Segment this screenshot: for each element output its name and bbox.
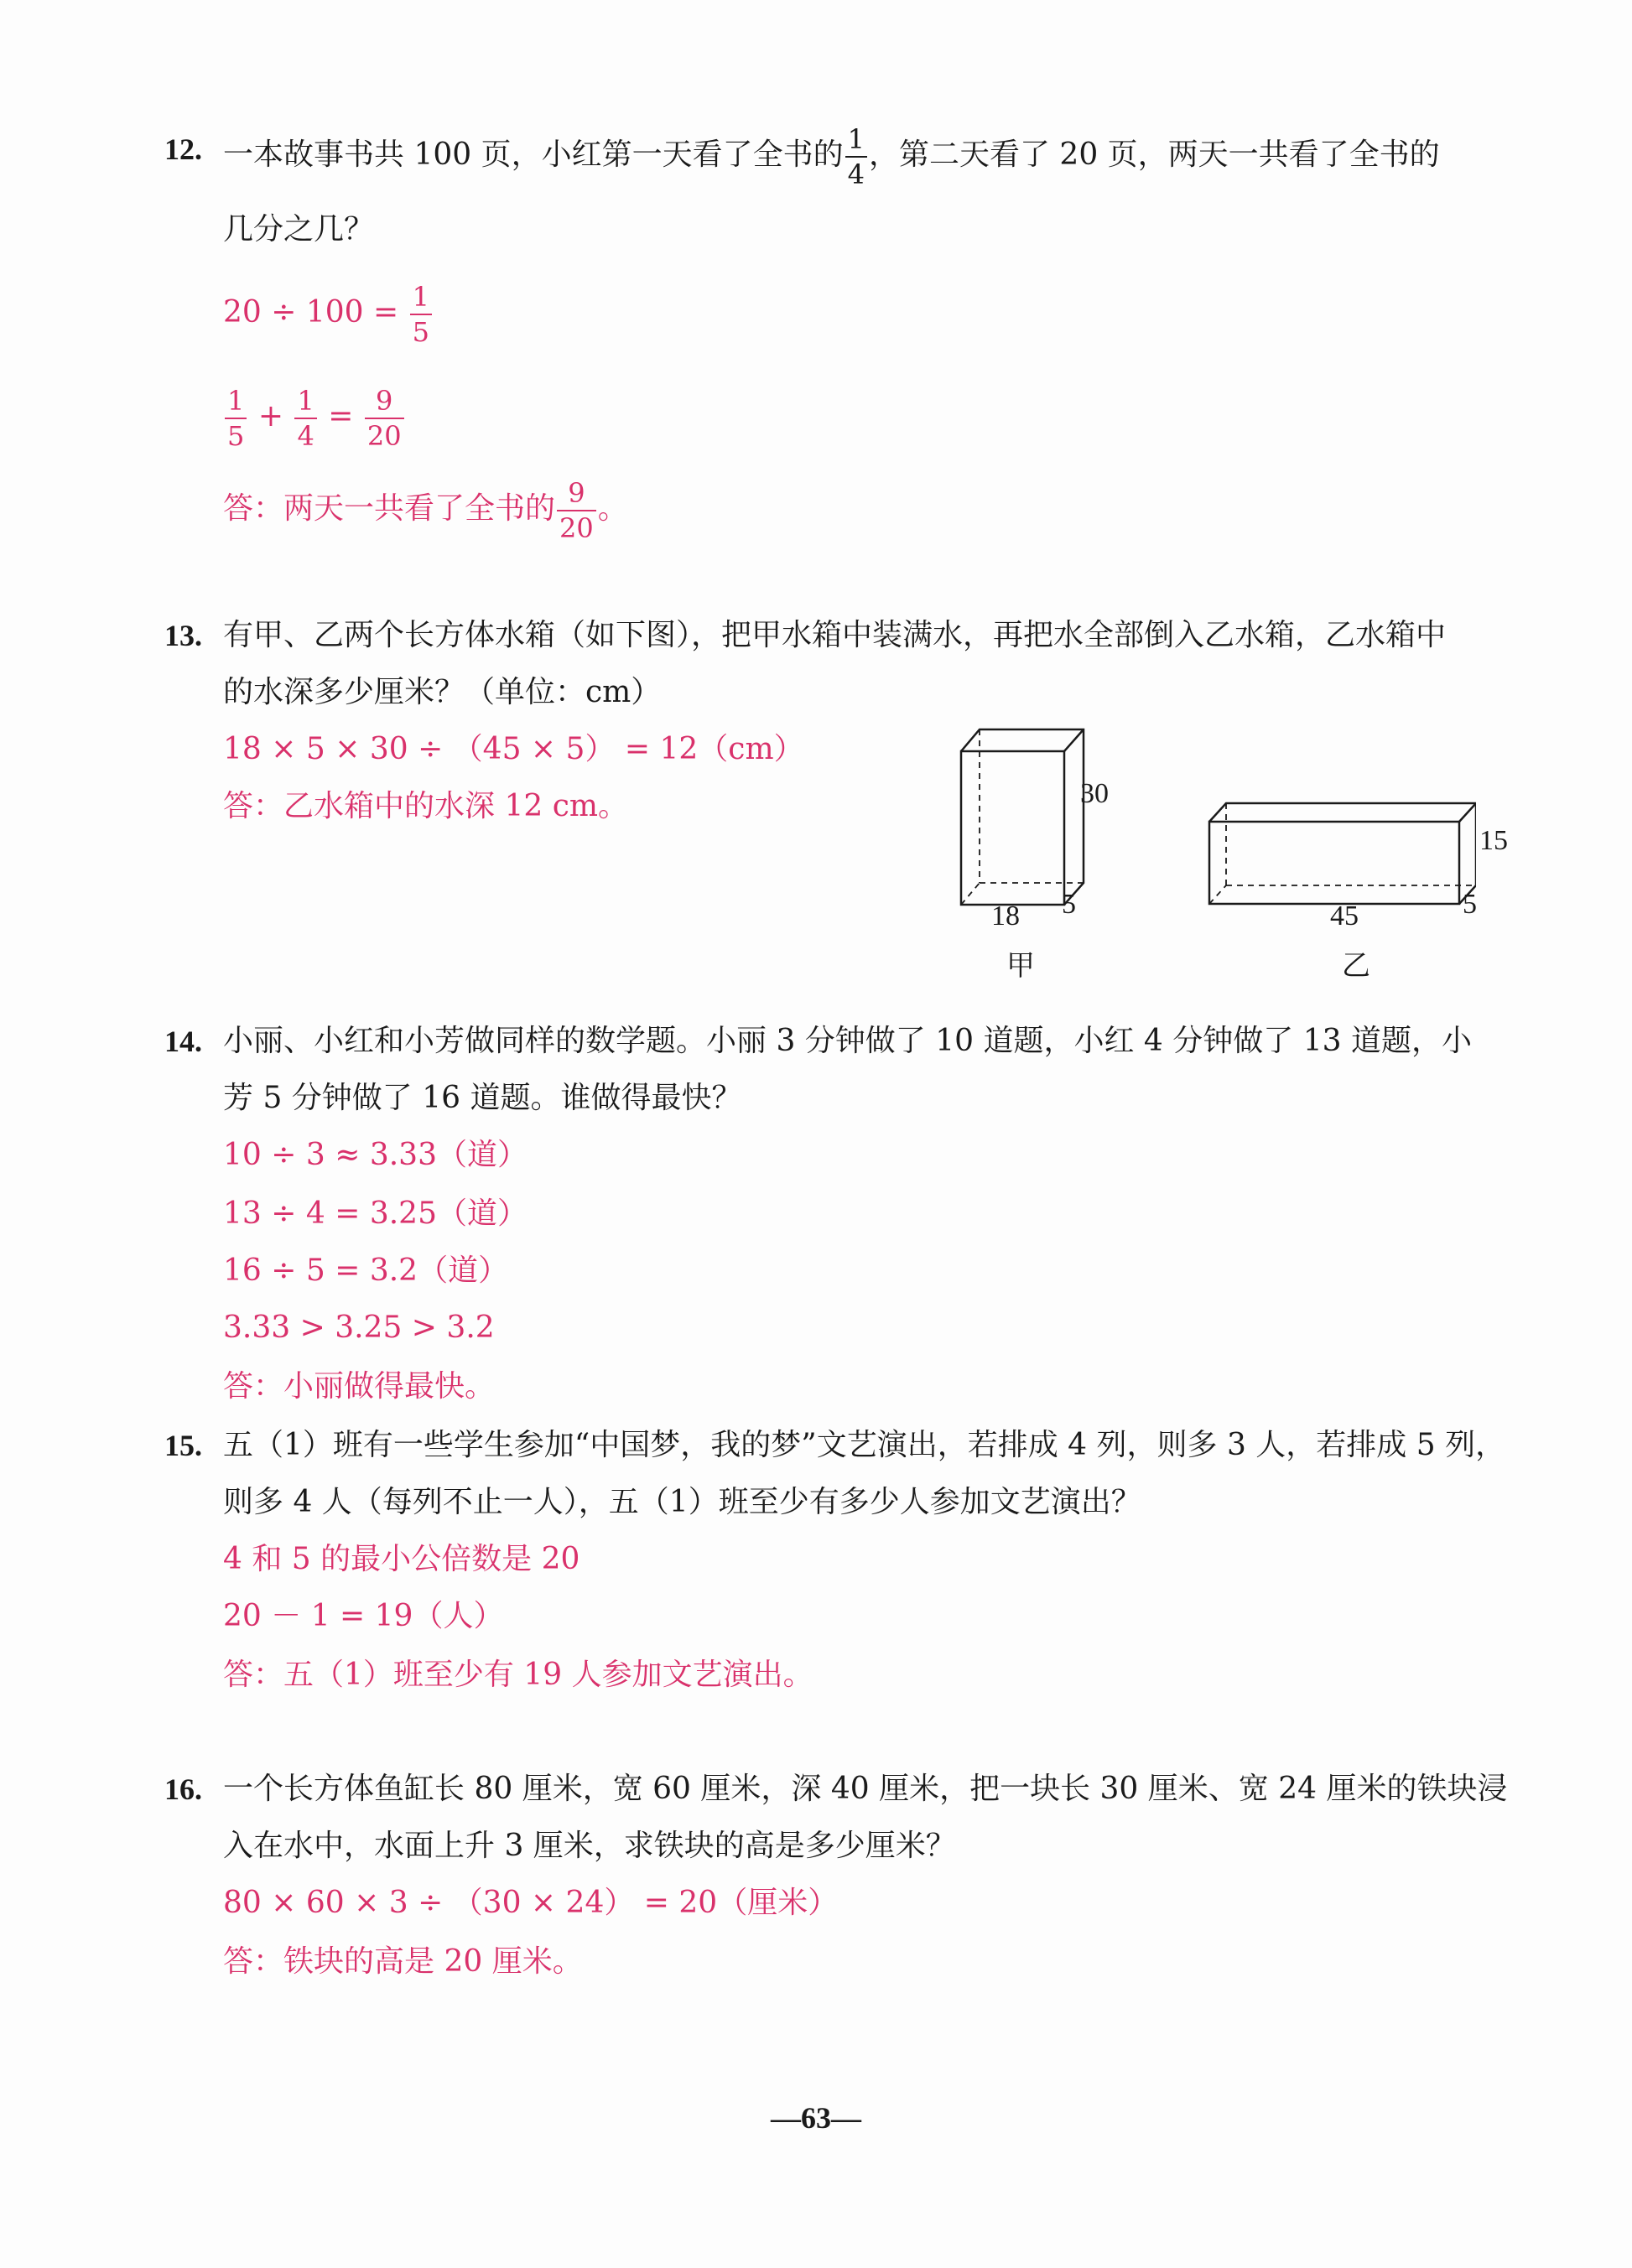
question-text-line: 五（1）班有一些学生参加“中国梦，我的梦”文艺演出，若排成 4 列，则多 3 人，若排成 5 列， <box>223 1428 1506 1462</box>
answer-line <box>223 385 406 452</box>
question-text-line: 芳 5 分钟做了 16 道题。谁做得最快？ <box>223 1081 742 1115</box>
question-text: ，第二天看了 20 页，两天一共看了全书的 <box>868 138 1440 172</box>
box-b-height-label: 15 <box>1479 825 1508 856</box>
question-text-line: 一个长方体鱼缸长 80 厘米，宽 60 厘米，深 40 厘米，把一块长 30 厘米、宽 24 厘米的铁块浸 <box>223 1772 1508 1806</box>
answer-line <box>223 477 628 544</box>
box-a-width-label: 5 <box>1062 889 1076 920</box>
denominator: 4 <box>847 158 865 190</box>
box-figure-a <box>948 721 1107 914</box>
fraction <box>365 385 404 452</box>
answer-line: 20 － 1 = 19（人） <box>223 1599 504 1633</box>
question-number: 15. <box>164 1429 202 1462</box>
numerator: 1 <box>845 126 867 158</box>
denominator: 5 <box>227 420 245 452</box>
denominator: 20 <box>366 420 402 452</box>
denominator: 5 <box>412 316 429 348</box>
question-text-line: 则多 4 人（每列不止一人），五（1）班至少有多少人参加文艺演出？ <box>223 1485 1141 1519</box>
question-text-line: 入在水中，水面上升 3 厘米，求铁块的高是多少厘米？ <box>223 1829 956 1863</box>
box-a-height-label: 30 <box>1080 778 1109 809</box>
fraction <box>410 281 432 348</box>
numerator: 1 <box>410 283 432 315</box>
answer-line: 3.33 > 3.25 > 3.2 <box>223 1310 495 1345</box>
equals-sign: = <box>328 399 354 433</box>
denominator: 20 <box>559 512 594 544</box>
denominator: 4 <box>297 420 314 452</box>
box-front-face <box>1209 822 1459 904</box>
question-text: 一本故事书共 100 页，小红第一天看了全书的 <box>223 138 844 172</box>
fraction <box>557 477 596 544</box>
box-b-length-label: 45 <box>1330 900 1359 932</box>
question-text-line <box>223 123 1440 190</box>
box-b-width-label: 5 <box>1463 889 1477 920</box>
answer-line: 10 ÷ 3 ≈ 3.33（道） <box>223 1138 528 1172</box>
answer-line: 13 ÷ 4 = 3.25（道） <box>223 1196 528 1231</box>
answer-line: 18 × 5 × 30 ÷ （45 × 5） = 12（cm） <box>223 732 804 766</box>
answer-line: 16 ÷ 5 = 3.2（道） <box>223 1253 509 1288</box>
page-number: —63— <box>771 2101 861 2135</box>
box-a-length-label: 18 <box>991 900 1020 932</box>
question-text-line: 有甲、乙两个长方体水箱（如下图），把甲水箱中装满水，再把水全部倒入乙水箱，乙水箱中 <box>223 618 1447 652</box>
question-text-line: 小丽、小红和小芳做同样的数学题。小丽 3 分钟做了 10 道题，小红 4 分钟做了 13 道题，小 <box>223 1024 1472 1058</box>
answer-line: 答：五（1）班至少有 19 人参加文艺演出。 <box>223 1658 813 1692</box>
question-number: 12. <box>164 132 202 166</box>
numerator: 9 <box>365 387 404 419</box>
box-a-name-label: 甲 <box>1006 951 1035 982</box>
box-back-edges <box>1209 803 1476 904</box>
fraction <box>294 385 316 452</box>
fraction <box>225 385 247 452</box>
box-front-face <box>961 751 1064 905</box>
box-edge <box>1064 729 1084 751</box>
numerator: 1 <box>294 387 316 419</box>
question-number: 13. <box>164 619 202 652</box>
box-b-name-label: 乙 <box>1342 951 1370 982</box>
answer-text: 答：两天一共看了全书的 <box>223 491 556 526</box>
box-edge <box>1459 803 1476 822</box>
numerator: 9 <box>557 480 596 511</box>
box-figure-b <box>1199 797 1476 914</box>
answer-text: 。 <box>597 491 628 526</box>
question-number: 14. <box>164 1025 202 1058</box>
answer-line <box>223 281 434 348</box>
answer-line: 答：小丽做得最快。 <box>223 1369 496 1404</box>
fraction <box>845 123 867 190</box>
numerator: 1 <box>225 387 247 419</box>
question-text-line: 的水深多少厘米？（单位：cm） <box>223 675 662 709</box>
answer-line: 80 × 60 × 3 ÷ （30 × 24） = 20（厘米） <box>223 1886 839 1920</box>
answer-line: 答：铁块的高是 20 厘米。 <box>223 1944 583 1979</box>
box-hidden-edges <box>1209 803 1476 904</box>
question-number: 16. <box>164 1772 202 1806</box>
question-text-line: 几分之几？ <box>223 212 375 247</box>
answer-line: 答：乙水箱中的水深 12 cm。 <box>223 789 628 823</box>
answer-line: 4 和 5 的最小公倍数是 20 <box>223 1542 580 1576</box>
answer-text: 20 ÷ 100 = <box>223 295 399 330</box>
plus-sign: + <box>257 399 283 433</box>
